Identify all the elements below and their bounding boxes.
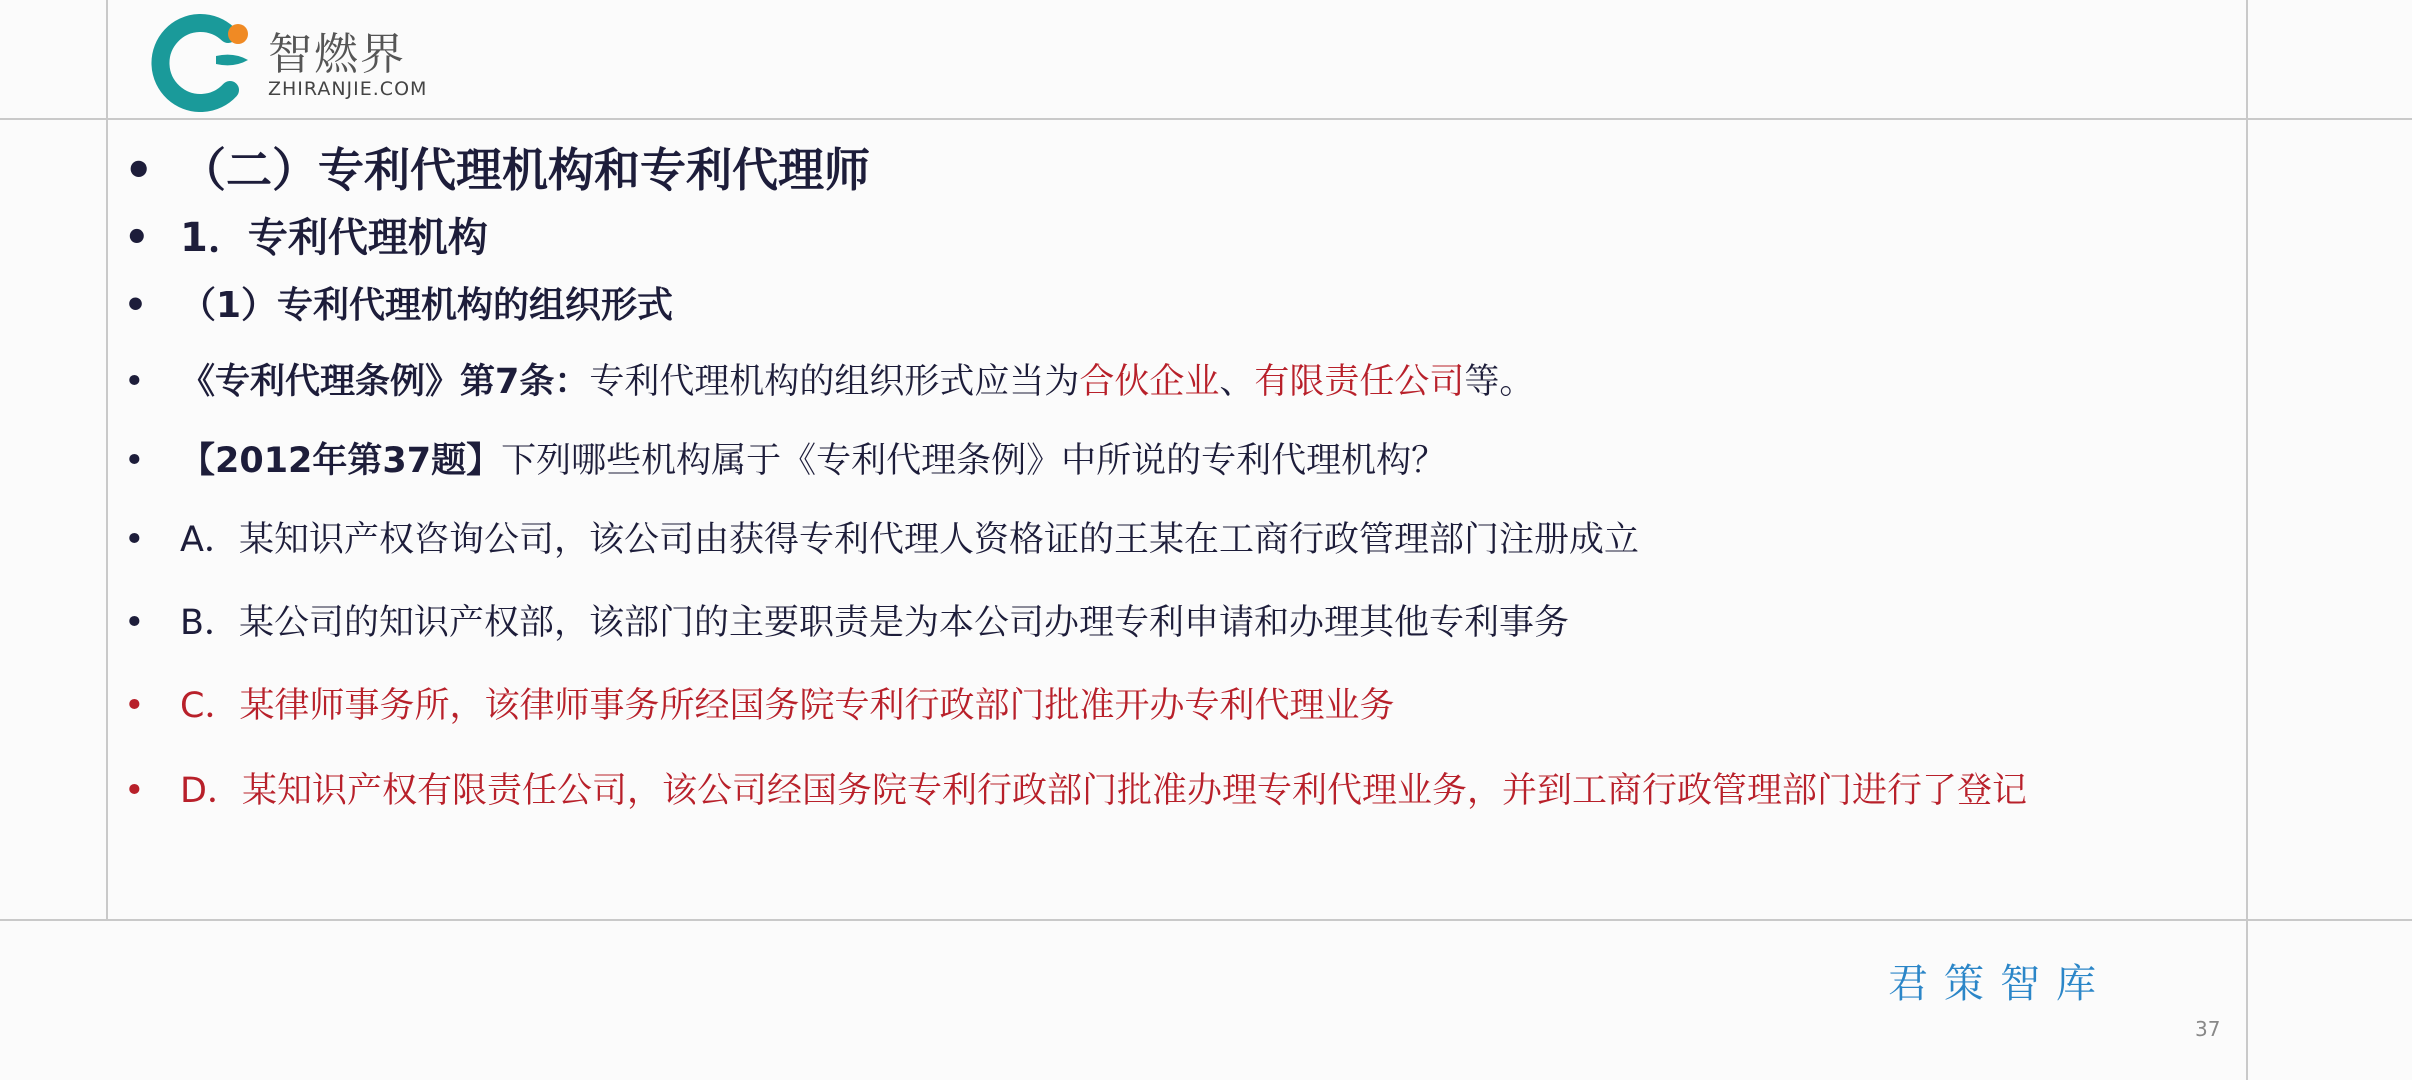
question-tag: 【2012年第37题】 (180, 441, 502, 481)
option-b (124, 582, 2244, 665)
subheading2-text: （1）专利代理机构的组织形式 (180, 285, 674, 326)
slide-heading (124, 135, 2244, 205)
slide-content (124, 135, 2244, 820)
option-text: C．某律师事务所，该律师事务所经国务院专利行政部门批准开办专利代理业务 (180, 686, 1395, 726)
rule-suffix: 等。 (1464, 362, 1535, 402)
bullet-icon: • (124, 441, 145, 481)
rule-separator: 、 (1219, 362, 1255, 402)
question-text: 下列哪些机构属于《专利代理条例》中所说的专利代理机构？ (501, 441, 1447, 481)
footer-divider (0, 919, 2412, 921)
heading-text: （二）专利代理机构和专利代理师 (180, 143, 870, 197)
bullet-icon: • (124, 603, 145, 643)
bullet-icon: • (124, 285, 148, 326)
rule-highlight-partnership: 合伙企业 (1079, 362, 1220, 402)
question-stem (124, 424, 2244, 499)
page-number: 37 (2195, 1017, 2221, 1041)
bullet-icon: • (124, 686, 145, 726)
option-text: D．某知识产权有限责任公司，该公司经国务院专利行政部门批准办理专利代理业务，并到工商行政管理部门进行了登记 (180, 771, 2027, 811)
option-text: A．某知识产权咨询公司，该公司由获得专利代理人资格证的王某在工商行政管理部门注册成立 (180, 520, 1639, 560)
option-d (124, 748, 2280, 820)
bullet-icon: • (124, 215, 150, 261)
subheading-text: 1．专利代理机构 (180, 215, 488, 261)
bullet-icon: • (124, 362, 145, 402)
footer-brand: 君策智库 (1888, 961, 2112, 1007)
logo-name-en: ZHIRANJIE.COM (268, 78, 428, 100)
bullet-icon: • (124, 520, 145, 560)
brand-logo (150, 12, 470, 112)
slide-subheading-2 (124, 271, 2244, 341)
option-a (124, 499, 2244, 582)
rule-highlight-llc: 有限责任公司 (1254, 362, 1465, 402)
rule-statement (124, 341, 2244, 424)
rule-text: 专利代理机构的组织形式应当为 (589, 362, 1080, 402)
rule-source: 《专利代理条例》第7条： (180, 362, 590, 402)
option-c (124, 665, 2244, 748)
slide-subheading (124, 205, 2244, 271)
logo-name-cn: 智燃界 (268, 29, 406, 80)
logo-mark-icon (150, 12, 260, 112)
left-border (106, 0, 108, 920)
bullet-icon: • (124, 143, 154, 197)
right-border (2246, 0, 2248, 1080)
header-divider (0, 118, 2412, 120)
option-text: B．某公司的知识产权部，该部门的主要职责是为本公司办理专利申请和办理其他专利事务 (180, 603, 1570, 643)
bullet-icon: • (124, 771, 145, 811)
